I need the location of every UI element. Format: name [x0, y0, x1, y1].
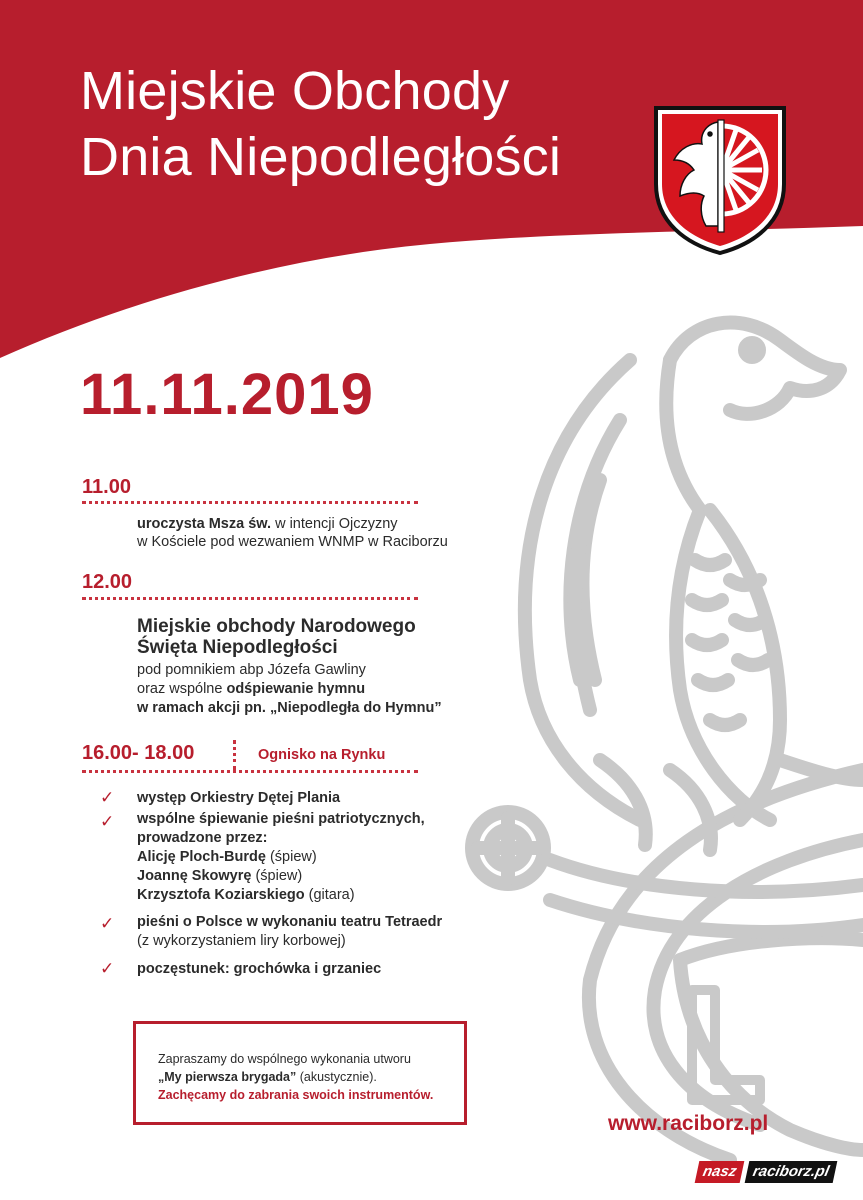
performer-2: [137, 867, 302, 885]
slot-2-heading-1: Miejskie obchody Narodowego: [137, 616, 416, 637]
eagle-emblem-icon: [430, 300, 863, 1200]
slot-3-label: Ognisko na Rynku: [258, 747, 386, 763]
item-1-text: występ Orkiestry Dętej Plania: [137, 790, 341, 806]
performer-2-role: (śpiew): [251, 868, 303, 884]
event-date: 11.11.2019: [80, 362, 374, 427]
slot-1-mass: uroczysta Msza św.: [137, 516, 272, 532]
poster-title: [80, 58, 561, 190]
dotted-divider-3: [82, 770, 418, 773]
invite-song-title: „My pierwsza brygada”: [158, 1070, 297, 1084]
performer-2-name: Joannę Skowyrę: [137, 868, 252, 884]
item-3-line-1: pieśni o Polsce w wykonaniu teatru Tetraedr: [137, 914, 443, 930]
time-slot-3: 16.00- 18.00: [82, 742, 195, 764]
performer-3-role: (gitara): [304, 887, 355, 903]
performer-1-name: Alicję Ploch-Burdę: [137, 849, 266, 865]
coat-of-arms-icon: [650, 104, 790, 256]
performer-3: [137, 886, 355, 904]
slot-2-line-1: pod pomnikiem abp Józefa Gawliny: [137, 662, 366, 678]
check-icon: ✓: [100, 914, 115, 933]
time-slot-1: 11.00: [82, 476, 131, 498]
invite-line-1: Zapraszamy do wspólnego wykonania utworu: [158, 1052, 411, 1066]
item-2-line-2: prowadzone przez:: [137, 830, 268, 846]
item-3-line-2: (z wykorzystaniem liry korbowej): [137, 933, 346, 949]
invite-line-2-rest: (akustycznie).: [296, 1070, 377, 1084]
slot-1-line-1: [137, 515, 398, 533]
slot-1-mass-rest: w intencji Ojczyzny: [271, 516, 398, 532]
site-logo: [697, 1158, 857, 1188]
check-icon: ✓: [100, 788, 115, 807]
dotted-divider-1: [82, 501, 418, 504]
performer-1: [137, 848, 317, 866]
performer-1-role: (śpiew): [265, 849, 317, 865]
slot-2-line-3: w ramach akcji pn. „Niepodległa do Hymnu”: [137, 700, 442, 716]
slot-1-line-2: w Kościele pod wezwaniem WNMP w Raciborzu: [137, 534, 448, 550]
performer-3-name: Krzysztofa Koziarskiego: [137, 887, 305, 903]
item-2-line-1: wspólne śpiewanie pieśni patriotycznych,: [137, 811, 425, 827]
slot-2-line-2-rest: oraz wspólne: [137, 681, 227, 697]
check-icon: ✓: [100, 812, 115, 831]
logo-part-2: raciborz.pl: [745, 1161, 838, 1183]
title-line-1: Miejskie Obchody: [80, 61, 510, 121]
time-slot-2: 12.00: [82, 571, 133, 593]
item-4-text: poczęstunek: grochówka i grzaniec: [137, 961, 382, 977]
logo-part-1: nasz: [695, 1161, 745, 1183]
title-line-2: Dnia Niepodległości: [80, 127, 562, 187]
dotted-divider-2: [82, 597, 418, 600]
slot-2-anthem: odśpiewanie hymnu: [226, 681, 366, 697]
invitation-box: [133, 1021, 467, 1125]
slot-2-line-2: [137, 680, 365, 698]
invite-line-3: Zachęcamy do zabrania swoich instrumentów.: [158, 1088, 434, 1102]
invite-line-2: [158, 1069, 377, 1085]
check-icon: ✓: [100, 959, 115, 978]
vertical-dotted-divider: [233, 740, 236, 770]
slot-2-heading-2: Święta Niepodległości: [137, 637, 338, 658]
website-link[interactable]: www.raciborz.pl: [608, 1112, 769, 1135]
